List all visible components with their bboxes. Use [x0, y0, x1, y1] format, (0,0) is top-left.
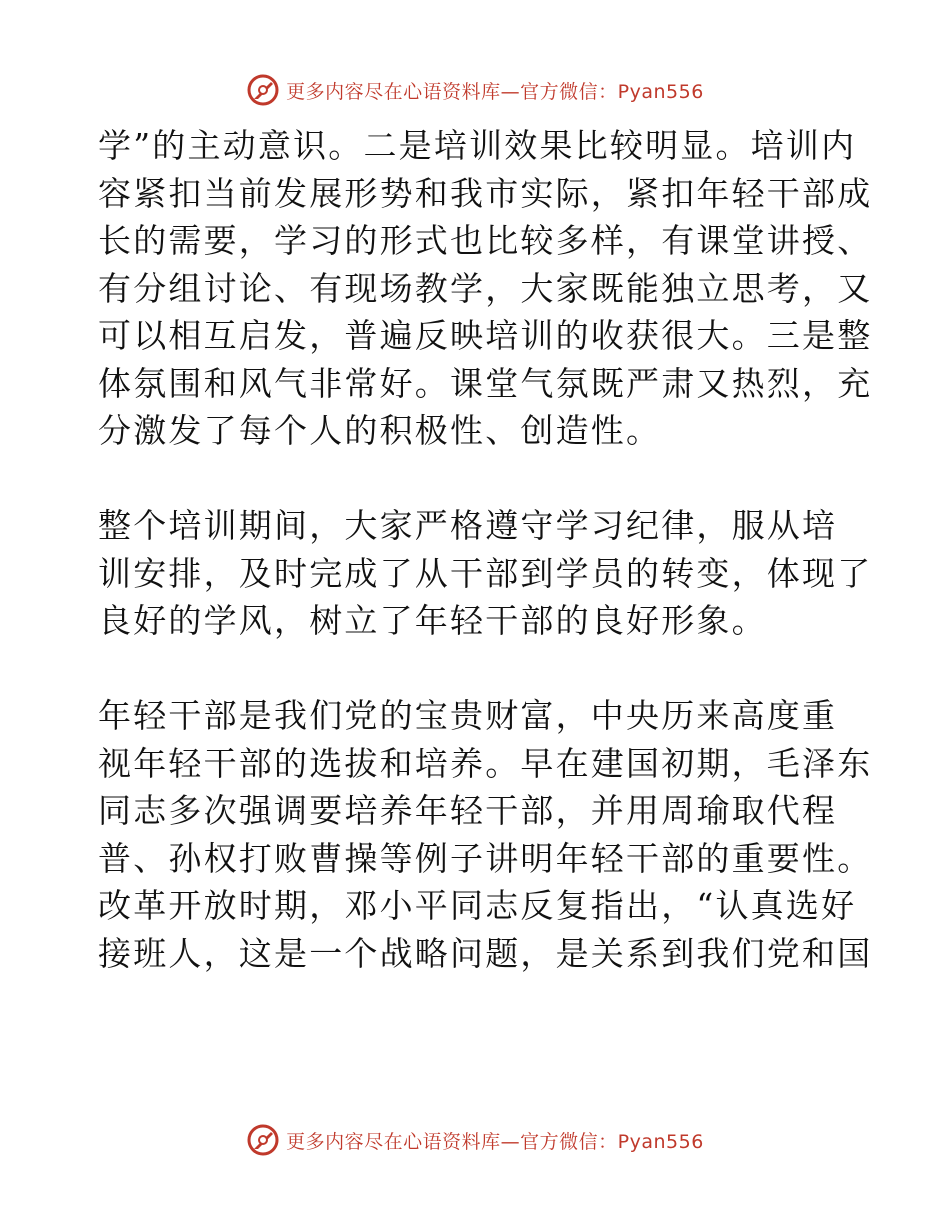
text-line: 容紧扣当前发展形势和我市实际，紧扣年轻干部成	[98, 173, 873, 213]
text-line: 普、孙权打败曹操等例子讲明年轻干部的重要性。	[98, 838, 873, 878]
quill-logo-icon	[246, 73, 280, 107]
text-line: 视年轻干部的选拔和培养。早在建国初期，毛泽东	[98, 743, 873, 783]
paragraph-gap	[98, 645, 858, 693]
text-line: 长的需要，学习的形式也比较多样，有课堂讲授、	[98, 221, 873, 260]
footer-watermark	[0, 1120, 950, 1160]
text-line: 分激发了每个人的积极性、创造性。	[98, 411, 662, 450]
text-line: 可以相互启发，普遍反映培训的收获很大。三是整	[98, 316, 873, 355]
paragraph-gap	[98, 455, 858, 503]
quill-logo-icon	[246, 1123, 280, 1157]
paragraph-2	[98, 502, 873, 645]
footer-watermark-text: 更多内容尽在心语资料库—官方微信：Pyan556	[286, 1130, 704, 1153]
paragraph-3	[98, 692, 873, 977]
text-line: 学”的主动意识。二是培训效果比较明显。培训内	[98, 126, 857, 165]
text-line: 体氛围和风气非常好。课堂气氛既严肃又热烈，充	[98, 363, 873, 403]
document-body	[98, 122, 873, 977]
text-line: 有分组讨论、有现场教学，大家既能独立思考，又	[98, 268, 873, 308]
header-watermark-text: 更多内容尽在心语资料库—官方微信：Pyan556	[286, 80, 704, 103]
header-watermark	[0, 70, 950, 110]
text-line: 改革开放时期，邓小平同志反复指出，“认真选好	[98, 886, 857, 925]
text-line: 整个培训期间，大家严格遵守学习纪律，服从培	[98, 506, 838, 545]
text-line: 同志多次强调要培养年轻干部，并用周瑜取代程	[98, 791, 838, 830]
paragraph-1	[98, 122, 873, 455]
text-line: 接班人，这是一个战略问题，是关系到我们党和国	[98, 933, 873, 973]
text-line: 训安排，及时完成了从干部到学员的转变，体现了	[98, 553, 873, 593]
text-line: 良好的学风，树立了年轻干部的良好形象。	[98, 601, 767, 640]
text-line: 年轻干部是我们党的宝贵财富，中央历来高度重	[98, 696, 838, 735]
